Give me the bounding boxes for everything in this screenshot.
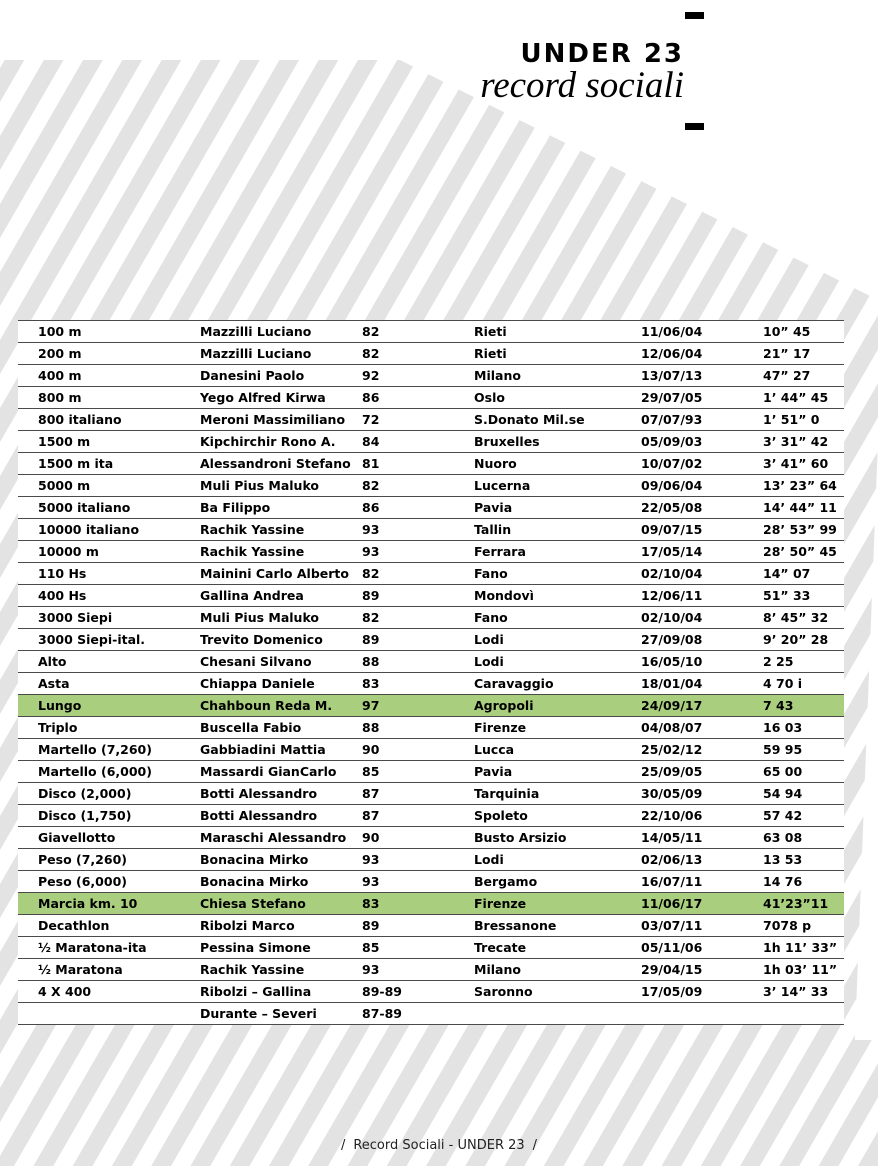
record-place: Lodi — [474, 651, 641, 673]
record-athlete: Chiesa Stefano — [200, 893, 362, 915]
record-result: 14” 07 — [763, 563, 844, 585]
record-athlete: Massardi GianCarlo — [200, 761, 362, 783]
record-event: 3000 Siepi-ital. — [18, 629, 200, 651]
record-result: 9’ 20” 28 — [763, 629, 844, 651]
record-date: 18/01/04 — [641, 673, 763, 695]
record-date: 12/06/04 — [641, 343, 763, 365]
record-athlete: Chesani Silvano — [200, 651, 362, 673]
record-place: Bruxelles — [474, 431, 641, 453]
record-date: 11/06/04 — [641, 321, 763, 343]
record-athlete: Botti Alessandro — [200, 805, 362, 827]
record-place: Lucca — [474, 739, 641, 761]
record-event: 10000 italiano — [18, 519, 200, 541]
record-event — [18, 1003, 200, 1025]
table-row — [18, 629, 844, 651]
record-athlete: Alessandroni Stefano — [200, 453, 362, 475]
record-place: Nuoro — [474, 453, 641, 475]
record-date: 14/05/11 — [641, 827, 763, 849]
record-event: 400 Hs — [18, 585, 200, 607]
record-result: 28’ 50” 45 — [763, 541, 844, 563]
record-athlete: Yego Alfred Kirwa — [200, 387, 362, 409]
table-row — [18, 695, 844, 717]
record-year: 87 — [362, 783, 474, 805]
table-row — [18, 893, 844, 915]
footer-text: Record Sociali - UNDER 23 — [353, 1138, 525, 1153]
record-result: 1h 11’ 33” — [763, 937, 844, 959]
record-result: 57 42 — [763, 805, 844, 827]
record-date: 29/07/05 — [641, 387, 763, 409]
record-athlete: Chiappa Daniele — [200, 673, 362, 695]
table-row — [18, 387, 844, 409]
record-date: 03/07/11 — [641, 915, 763, 937]
record-place: Lodi — [474, 849, 641, 871]
record-place: Firenze — [474, 717, 641, 739]
record-event: 110 Hs — [18, 563, 200, 585]
record-athlete: Rachik Yassine — [200, 541, 362, 563]
record-event: Lungo — [18, 695, 200, 717]
record-result: 3’ 31” 42 — [763, 431, 844, 453]
record-place: Busto Arsizio — [474, 827, 641, 849]
record-year: 92 — [362, 365, 474, 387]
record-athlete: Trevito Domenico — [200, 629, 362, 651]
record-date: 09/07/15 — [641, 519, 763, 541]
record-date — [641, 1003, 763, 1025]
record-event: Giavellotto — [18, 827, 200, 849]
record-year: 82 — [362, 475, 474, 497]
record-year: 86 — [362, 387, 474, 409]
table-row — [18, 871, 844, 893]
record-year: 72 — [362, 409, 474, 431]
record-year: 89-89 — [362, 981, 474, 1003]
record-year: 93 — [362, 849, 474, 871]
record-date: 17/05/14 — [641, 541, 763, 563]
record-event: Decathlon — [18, 915, 200, 937]
record-year: 89 — [362, 629, 474, 651]
record-place: Rieti — [474, 343, 641, 365]
record-date: 24/09/17 — [641, 695, 763, 717]
record-event: Martello (7,260) — [18, 739, 200, 761]
record-event: 5000 m — [18, 475, 200, 497]
record-year: 89 — [362, 585, 474, 607]
table-row — [18, 541, 844, 563]
record-place: Bressanone — [474, 915, 641, 937]
record-result: 51” 33 — [763, 585, 844, 607]
record-result: 16 03 — [763, 717, 844, 739]
record-result: 28’ 53” 99 — [763, 519, 844, 541]
table-row — [18, 805, 844, 827]
record-athlete: Botti Alessandro — [200, 783, 362, 805]
record-athlete: Ribolzi Marco — [200, 915, 362, 937]
table-row — [18, 607, 844, 629]
record-year: 82 — [362, 563, 474, 585]
table-row — [18, 761, 844, 783]
record-event: 800 m — [18, 387, 200, 409]
record-year: 93 — [362, 871, 474, 893]
table-row — [18, 453, 844, 475]
record-athlete: Rachik Yassine — [200, 519, 362, 541]
table-row — [18, 1003, 844, 1025]
records-table-body — [18, 321, 844, 1025]
page-subtitle: record sociali — [480, 65, 684, 106]
record-place: Trecate — [474, 937, 641, 959]
record-athlete: Ribolzi – Gallina — [200, 981, 362, 1003]
table-row — [18, 365, 844, 387]
record-athlete: Gabbiadini Mattia — [200, 739, 362, 761]
record-place: Pavia — [474, 761, 641, 783]
record-year: 93 — [362, 519, 474, 541]
record-event: ½ Maratona-ita — [18, 937, 200, 959]
record-athlete: Durante – Severi — [200, 1003, 362, 1025]
record-event: Alto — [18, 651, 200, 673]
record-date: 05/11/06 — [641, 937, 763, 959]
record-event: 3000 Siepi — [18, 607, 200, 629]
record-date: 16/07/11 — [641, 871, 763, 893]
record-place: Mondovì — [474, 585, 641, 607]
record-place: Fano — [474, 563, 641, 585]
table-row — [18, 651, 844, 673]
record-result: 7078 p — [763, 915, 844, 937]
record-result: 21” 17 — [763, 343, 844, 365]
record-event: Peso (6,000) — [18, 871, 200, 893]
record-year: 89 — [362, 915, 474, 937]
record-athlete: Rachik Yassine — [200, 959, 362, 981]
record-event: Martello (6,000) — [18, 761, 200, 783]
record-date: 02/06/13 — [641, 849, 763, 871]
record-place: Lodi — [474, 629, 641, 651]
record-result: 63 08 — [763, 827, 844, 849]
record-athlete: Mazzilli Luciano — [200, 321, 362, 343]
record-place: Spoleto — [474, 805, 641, 827]
record-athlete: Maraschi Alessandro — [200, 827, 362, 849]
record-event: 5000 italiano — [18, 497, 200, 519]
record-event: Triplo — [18, 717, 200, 739]
record-result: 1’ 44” 45 — [763, 387, 844, 409]
record-result: 59 95 — [763, 739, 844, 761]
record-year: 82 — [362, 607, 474, 629]
record-athlete: Muli Pius Maluko — [200, 607, 362, 629]
record-date: 12/06/11 — [641, 585, 763, 607]
record-date: 09/06/04 — [641, 475, 763, 497]
record-year: 82 — [362, 343, 474, 365]
record-year: 90 — [362, 739, 474, 761]
record-result: 13 53 — [763, 849, 844, 871]
record-event: 1500 m — [18, 431, 200, 453]
record-result: 10” 45 — [763, 321, 844, 343]
record-place: Lucerna — [474, 475, 641, 497]
page-footer — [0, 1138, 878, 1153]
table-row — [18, 321, 844, 343]
record-result: 7 43 — [763, 695, 844, 717]
record-place: Oslo — [474, 387, 641, 409]
table-row — [18, 959, 844, 981]
header-dash-top — [685, 12, 704, 19]
record-event: ½ Maratona — [18, 959, 200, 981]
record-event: 1500 m ita — [18, 453, 200, 475]
table-row — [18, 519, 844, 541]
record-date: 29/04/15 — [641, 959, 763, 981]
record-athlete: Gallina Andrea — [200, 585, 362, 607]
record-result: 2 25 — [763, 651, 844, 673]
record-year: 90 — [362, 827, 474, 849]
record-result: 4 70 i — [763, 673, 844, 695]
table-row — [18, 585, 844, 607]
table-row — [18, 563, 844, 585]
record-result: 8’ 45” 32 — [763, 607, 844, 629]
header-dash-bottom — [685, 123, 704, 130]
record-year: 83 — [362, 673, 474, 695]
record-place: Saronno — [474, 981, 641, 1003]
record-event: 200 m — [18, 343, 200, 365]
record-year: 81 — [362, 453, 474, 475]
record-event: 4 X 400 — [18, 981, 200, 1003]
record-year: 82 — [362, 321, 474, 343]
record-year: 87 — [362, 805, 474, 827]
table-row — [18, 849, 844, 871]
record-athlete: Mazzilli Luciano — [200, 343, 362, 365]
record-date: 07/07/93 — [641, 409, 763, 431]
record-year: 88 — [362, 717, 474, 739]
table-row — [18, 981, 844, 1003]
table-row — [18, 739, 844, 761]
record-event: 800 italiano — [18, 409, 200, 431]
record-event: 100 m — [18, 321, 200, 343]
record-event: 400 m — [18, 365, 200, 387]
record-date: 27/09/08 — [641, 629, 763, 651]
record-result: 41’23”11 — [763, 893, 844, 915]
record-event: Asta — [18, 673, 200, 695]
record-event: Marcia km. 10 — [18, 893, 200, 915]
table-row — [18, 915, 844, 937]
record-athlete: Buscella Fabio — [200, 717, 362, 739]
record-result: 14’ 44” 11 — [763, 497, 844, 519]
table-row — [18, 937, 844, 959]
record-date: 25/09/05 — [641, 761, 763, 783]
record-result: 65 00 — [763, 761, 844, 783]
record-year: 88 — [362, 651, 474, 673]
record-date: 25/02/12 — [641, 739, 763, 761]
record-athlete: Kipchirchir Rono A. — [200, 431, 362, 453]
table-row — [18, 717, 844, 739]
record-date: 16/05/10 — [641, 651, 763, 673]
record-athlete: Bonacina Mirko — [200, 871, 362, 893]
record-date: 02/10/04 — [641, 607, 763, 629]
table-row — [18, 475, 844, 497]
record-date: 10/07/02 — [641, 453, 763, 475]
record-athlete: Ba Filippo — [200, 497, 362, 519]
record-place: Agropoli — [474, 695, 641, 717]
record-place: Bergamo — [474, 871, 641, 893]
record-event: Disco (2,000) — [18, 783, 200, 805]
record-year: 85 — [362, 937, 474, 959]
table-row — [18, 497, 844, 519]
record-athlete: Bonacina Mirko — [200, 849, 362, 871]
record-result: 13’ 23” 64 — [763, 475, 844, 497]
table-row — [18, 827, 844, 849]
record-result: 1h 03’ 11” — [763, 959, 844, 981]
page-title: UNDER 23 — [520, 39, 684, 69]
record-result: 47” 27 — [763, 365, 844, 387]
record-place: Ferrara — [474, 541, 641, 563]
record-date: 13/07/13 — [641, 365, 763, 387]
table-row — [18, 431, 844, 453]
record-date: 02/10/04 — [641, 563, 763, 585]
record-event: Disco (1,750) — [18, 805, 200, 827]
record-place: Caravaggio — [474, 673, 641, 695]
record-year: 85 — [362, 761, 474, 783]
record-place: S.Donato Mil.se — [474, 409, 641, 431]
record-place: Tallin — [474, 519, 641, 541]
record-place: Tarquinia — [474, 783, 641, 805]
record-result: 54 94 — [763, 783, 844, 805]
record-athlete: Mainini Carlo Alberto — [200, 563, 362, 585]
record-place: Rieti — [474, 321, 641, 343]
record-date: 22/05/08 — [641, 497, 763, 519]
record-result: 1’ 51” 0 — [763, 409, 844, 431]
table-row — [18, 409, 844, 431]
record-event: 10000 m — [18, 541, 200, 563]
record-place: Firenze — [474, 893, 641, 915]
record-place: Milano — [474, 365, 641, 387]
record-year: 97 — [362, 695, 474, 717]
record-athlete: Pessina Simone — [200, 937, 362, 959]
record-place: Milano — [474, 959, 641, 981]
record-year: 86 — [362, 497, 474, 519]
record-date: 05/09/03 — [641, 431, 763, 453]
record-athlete: Meroni Massimiliano — [200, 409, 362, 431]
record-date: 17/05/09 — [641, 981, 763, 1003]
record-result — [763, 1003, 844, 1025]
record-year: 93 — [362, 959, 474, 981]
record-event: Peso (7,260) — [18, 849, 200, 871]
record-result: 3’ 14” 33 — [763, 981, 844, 1003]
footer-slash-left: / — [340, 1138, 346, 1153]
record-place: Fano — [474, 607, 641, 629]
table-row — [18, 783, 844, 805]
footer-slash-right: / — [532, 1138, 538, 1153]
table-row — [18, 343, 844, 365]
table-row — [18, 673, 844, 695]
record-result: 3’ 41” 60 — [763, 453, 844, 475]
record-result: 14 76 — [763, 871, 844, 893]
record-year: 84 — [362, 431, 474, 453]
record-date: 22/10/06 — [641, 805, 763, 827]
record-date: 04/08/07 — [641, 717, 763, 739]
record-place — [474, 1003, 641, 1025]
record-year: 93 — [362, 541, 474, 563]
record-athlete: Muli Pius Maluko — [200, 475, 362, 497]
record-date: 11/06/17 — [641, 893, 763, 915]
record-place: Pavia — [474, 497, 641, 519]
record-year: 83 — [362, 893, 474, 915]
record-year: 87-89 — [362, 1003, 474, 1025]
records-table — [18, 320, 844, 1025]
record-date: 30/05/09 — [641, 783, 763, 805]
record-athlete: Chahboun Reda M. — [200, 695, 362, 717]
record-athlete: Danesini Paolo — [200, 365, 362, 387]
